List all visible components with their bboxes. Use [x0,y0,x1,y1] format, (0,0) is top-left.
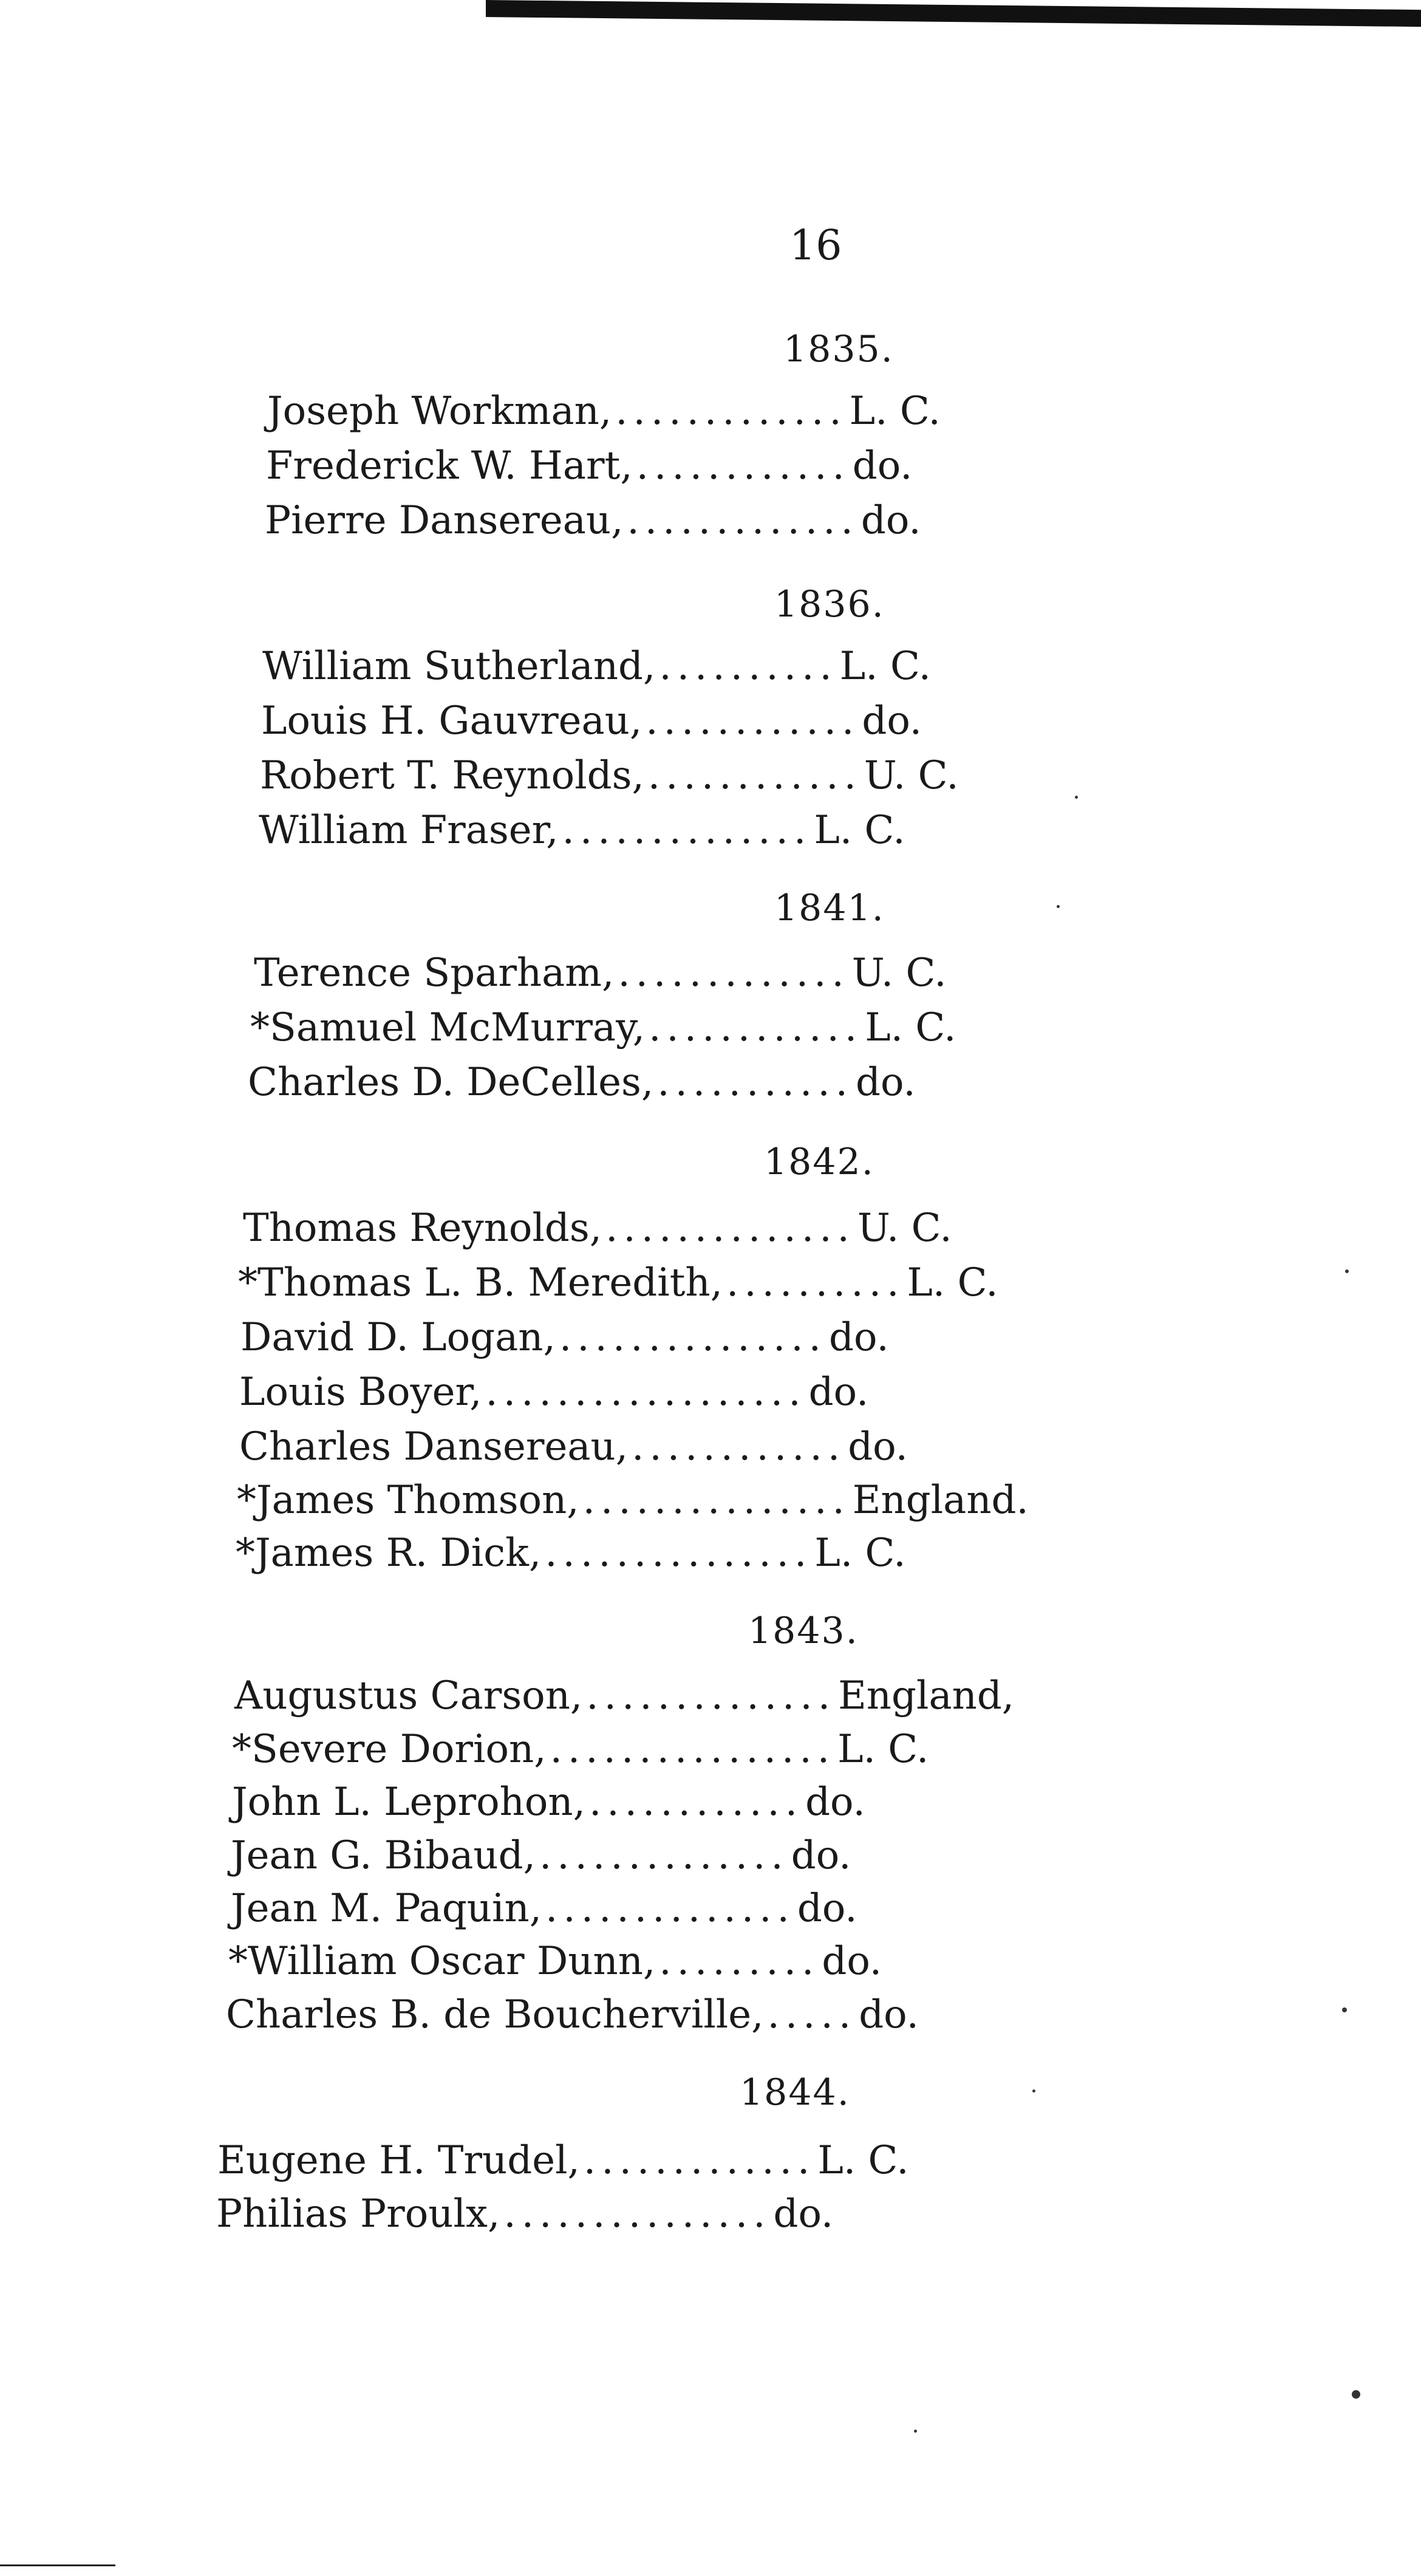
list-item [234,1673,1014,1718]
list-item [240,1315,889,1360]
entry-name: William Sutherland, [262,644,656,689]
entry-name: Joseph Workman, [267,389,612,434]
entry-name: *Severe Dorion, [232,1727,547,1772]
entry-place: do. [822,1939,882,1984]
list-item [250,1005,956,1050]
year-heading-1835: 1835. [783,328,894,371]
entry-name: *Thomas L. B. Meredith, [238,1260,723,1305]
list-item [265,498,921,543]
entry-name: Augustus Carson, [234,1673,583,1718]
scan-speck [1075,796,1078,799]
year-heading-1844: 1844. [740,2071,850,2114]
entry-place: U. C. [851,951,947,996]
list-item [259,808,905,853]
entry-name: Jean G. Bibaud, [231,1833,536,1878]
entry-leader-dots: ............... [503,2192,771,2236]
entry-leader-dots: ............... [559,1315,826,1360]
list-item [239,1424,908,1469]
entry-leader-dots: .............. [539,1833,789,1878]
entry-place: L. C. [907,1260,998,1305]
entry-place: L. C. [839,644,931,689]
list-item [231,1886,857,1931]
entry-name: *Samuel McMurray, [250,1005,646,1050]
entry-leader-dots: ............ [649,1005,863,1050]
scan-speck [914,2430,917,2433]
list-item [243,1206,952,1251]
entry-place: do. [808,1370,869,1415]
entry-place: L. C. [849,389,941,434]
entry-name: John L. Leprohon, [232,1780,585,1825]
list-item [238,1260,998,1305]
entry-leader-dots: .......... [659,644,837,689]
entry-name: Philias Proulx, [216,2192,500,2236]
entry-leader-dots: .............. [562,808,812,853]
entry-leader-dots: ............. [627,498,859,543]
scan-speck [1342,2007,1347,2012]
entry-name: *William Oscar Dunn, [228,1939,656,1984]
entry-name: Pierre Dansereau, [265,498,624,543]
entry-place: England. [852,1478,1029,1523]
entry-leader-dots: ............ [632,1424,846,1469]
entry-leader-dots: ................ [550,1727,836,1772]
entry-leader-dots: ............. [615,389,847,434]
list-item [254,951,947,996]
entry-place: do. [862,699,922,743]
entry-name: Robert T. Reynolds, [260,753,644,798]
list-item [231,1833,851,1878]
entry-name: William Fraser, [259,808,559,853]
list-item [267,389,941,434]
entry-name: *James R. Dick, [236,1531,542,1576]
entry-place: L. C. [837,1727,929,1772]
entry-name: Louis H. Gauvreau, [261,699,642,743]
entry-leader-dots: .............. [545,1886,795,1931]
entry-name: Louis Boyer, [239,1370,482,1415]
list-item [232,1780,865,1825]
entry-leader-dots: .................. [485,1370,806,1415]
entry-place: do. [829,1315,889,1360]
entry-place: L. C. [814,808,905,853]
list-item [232,1727,929,1772]
entry-name: Frederick W. Hart, [266,443,633,488]
entry-place: do. [791,1833,851,1878]
entry-name: Charles D. DeCelles, [248,1060,654,1105]
entry-leader-dots: .......... [726,1260,905,1305]
list-item [217,2138,909,2183]
entry-leader-dots: ..... [767,1992,857,2037]
list-item [262,644,931,689]
scan-speck [1352,2390,1360,2399]
list-item [236,1531,906,1576]
scan-speck [1345,1269,1349,1273]
entry-place: England, [838,1673,1015,1718]
year-heading-1843: 1843. [748,1610,859,1652]
entry-leader-dots: ............ [646,699,860,743]
entry-place: do. [860,498,921,543]
list-item [248,1060,916,1105]
entry-leader-dots: ............ [636,443,850,488]
entry-leader-dots: ............. [618,951,850,996]
entry-leader-dots: ............... [545,1531,813,1576]
entry-leader-dots: ............... [582,1478,850,1523]
entry-name: Charles Dansereau, [239,1424,629,1469]
entry-leader-dots: ............. [583,2138,816,2183]
page-number: 16 [789,222,842,270]
entry-name: Jean M. Paquin, [231,1886,542,1931]
list-item [226,1992,919,2037]
entry-place: do. [859,1992,919,2037]
entry-place: do. [773,2192,834,2236]
entry-leader-dots: ............ [588,1780,803,1825]
list-item [216,2192,833,2236]
entry-place: do. [805,1780,865,1825]
year-heading-1836: 1836. [774,583,885,626]
entry-place: do. [848,1424,908,1469]
entry-name: *James Thomson, [237,1478,579,1523]
entry-place: L. C. [865,1005,956,1050]
year-heading-1842: 1842. [764,1141,874,1183]
entry-name: David D. Logan, [240,1315,556,1360]
entry-leader-dots: ............ [647,753,862,798]
scan-speck [1032,2089,1035,2093]
entry-place: L. C. [814,1531,906,1576]
entry-name: Eugene H. Trudel, [217,2138,580,2183]
entry-place: U. C. [857,1206,952,1251]
entry-place: L. C. [817,2138,909,2183]
list-item [239,1370,868,1415]
list-item [237,1478,1029,1523]
entry-leader-dots: .............. [586,1673,836,1718]
entry-place: do. [856,1060,916,1105]
list-item [261,699,922,743]
entry-leader-dots: ......... [659,1939,820,1984]
list-item [260,753,959,798]
entry-name: Thomas Reynolds, [243,1206,602,1251]
year-heading-1841: 1841. [774,887,885,929]
list-item [228,1939,882,1984]
page-top-edge-shadow [486,0,1421,27]
entry-place: do. [852,443,913,488]
entry-leader-dots: .............. [605,1206,855,1251]
entry-name: Charles B. de Boucherville, [226,1992,764,2037]
page-bottom-rule [0,2564,115,2566]
scan-speck [1057,905,1060,908]
entry-place: do. [797,1886,857,1931]
entry-place: U. C. [864,753,959,798]
entry-leader-dots: ........... [657,1060,853,1105]
entry-name: Terence Sparham, [254,951,615,996]
list-item [266,443,913,488]
